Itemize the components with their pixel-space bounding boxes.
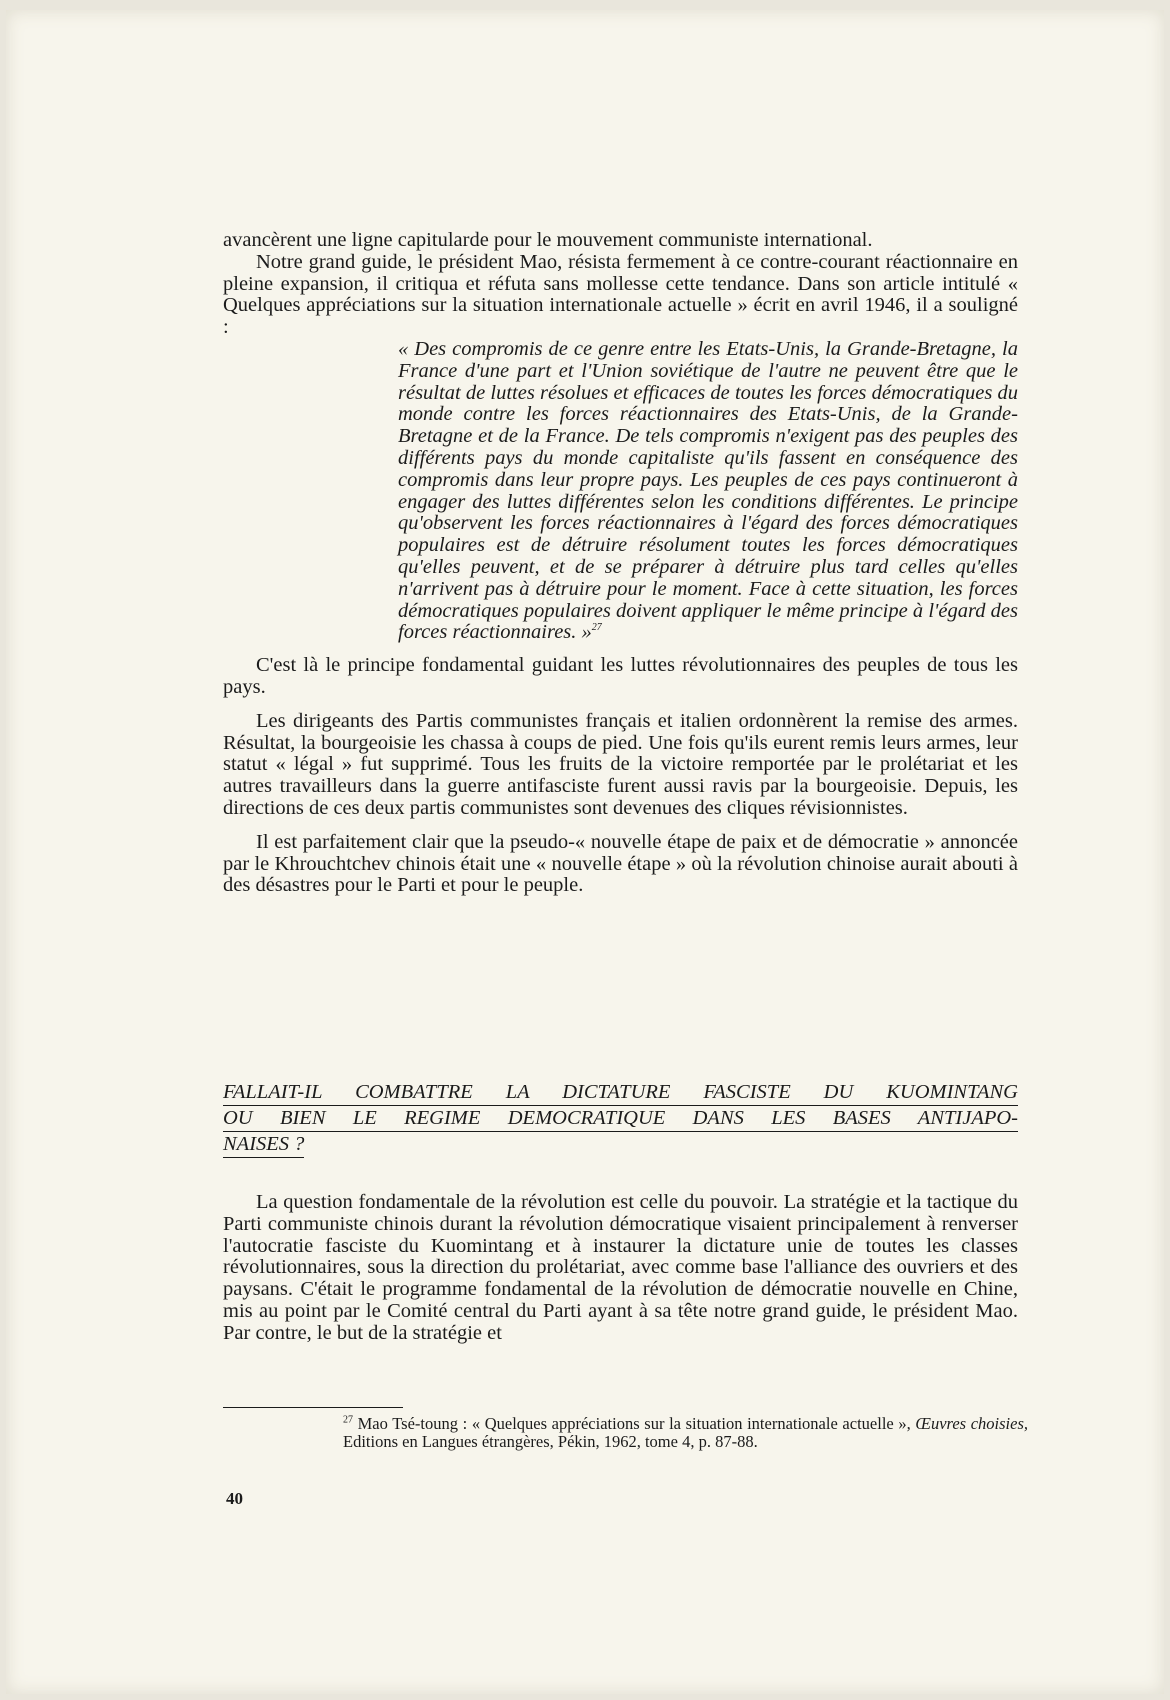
paragraph-continuation: avancèrent une ligne capitularde pour le mouvement communiste international. xyxy=(223,229,873,251)
heading-line-3: NAISES ? xyxy=(223,1132,304,1158)
heading-line-1: FALLAIT-IL COMBATTRE LA DICTATURE FASCISTE DU KUOMINTANG xyxy=(223,1080,1018,1106)
footnote xyxy=(343,1415,1028,1450)
quote-text: « Des compromis de ce genre entre les Etats-Unis, la Grande-Bretagne, la France d'une part et l'Union soviétique de l'autre ne peuvent être que le résultat de luttes résolues et efficaces de toutes les forces démocratiques du monde contre les forces réactionnaires des Etats-Unis, de la Grande-Bretagne et de la France. De tels compromis n'exigent pas des peuples des différents pays du monde capitaliste qu'ils fassent en conséquence des compromis dans leur propre pays. Les peuples de ces pays continueront à engager des luttes différentes selon les conditions différentes. Le principe qu'observent les forces réactionnaires à l'égard des forces démocratiques populaires est de détruire résolument toutes les forces démocratiques qu'elles peuvent, et de se préparer à détruire plus tard celles qu'elles n'arrivent pas à détruire pour le moment. Face à cette situation, les forces démocratiques populaires doivent appliquer le même principe à l'égard des forces réactionnaires. » xyxy=(398,337,1018,644)
paragraph-mao-critique: Notre grand guide, le président Mao, résista fermement à ce contre-courant réactionnaire en pleine expansion, il critiqua et réfuta sans mollesse cette tendance. Dans son article intitulé « Quelques appréciations sur la situation internationale actuelle » écrit en avril 1946, il a souligné : xyxy=(223,250,1018,339)
paragraph-french-italian: Les dirigeants des Partis communistes français et italien ordonnèrent la remise des armes. Résultat, la bourgeoisie les chassa à coups de pied. Une fois qu'ils eurent remis leurs armes, leur statut « légal » fut supprimé. Tous les fruits de la victoire remportée par le prolétariat et les autres travailleurs dans la guerre antifasciste furent aussi ravis par la bourgeoisie. Depuis, les directions de ces deux partis communistes sont devenues des cliques révisionnistes. xyxy=(223,709,1018,819)
body-text xyxy=(223,230,1018,897)
section-heading xyxy=(223,1080,1018,1158)
footnote-number: 27 xyxy=(343,1414,353,1426)
section-body xyxy=(223,1192,1018,1345)
footnote-text-1: Mao Tsé-toung : « Quelques appréciations sur la situation internationale actuelle », xyxy=(357,1414,911,1433)
footnote-work-title: Œuvres choisies, xyxy=(915,1414,1029,1433)
paragraph-principle: C'est là le principe fondamental guidant les luttes révolutionnaires des peuples de tous les pays. xyxy=(223,654,1018,698)
block-quote xyxy=(398,339,1018,644)
footnote-divider xyxy=(223,1407,403,1408)
footnote-text-2: Editions en Langues étrangères, Pékin, 1962, tome 4, p. 87-88. xyxy=(343,1431,758,1451)
page-number: 40 xyxy=(226,1489,243,1508)
footnote-marker[interactable]: 27 xyxy=(591,622,602,634)
paragraph-power-question: La question fondamentale de la révolution est celle du pouvoir. La stratégie et la tactique du Parti communiste chinois durant la révolution démocratique visaient principalement à renverser l'autocratie fasciste du Kuomintang et à instaurer la dictature unie de toutes les classes révolutionnaires, sous la direction du prolétariat, avec comme base l'alliance des ouvriers et des paysans. C'était le programme fondamental de la révolution de démocratie nouvelle en Chine, mis au point par le Comité central du Parti ayant à sa tête notre grand guide, le président Mao. Par contre, le but de la stratégie et xyxy=(223,1191,1018,1344)
paragraph-pseudo-stage: Il est parfaitement clair que la pseudo-« nouvelle étape de paix et de démocratie » annoncée par le Khrouchtchev chinois était une « nouvelle étape » où la révolution chinoise aurait abouti à des désastres pour le Parti et pour le peuple. xyxy=(223,830,1018,897)
heading-line-2: OU BIEN LE REGIME DEMOCRATIQUE DANS LES BASES ANTIJAPO- xyxy=(223,1106,1018,1132)
